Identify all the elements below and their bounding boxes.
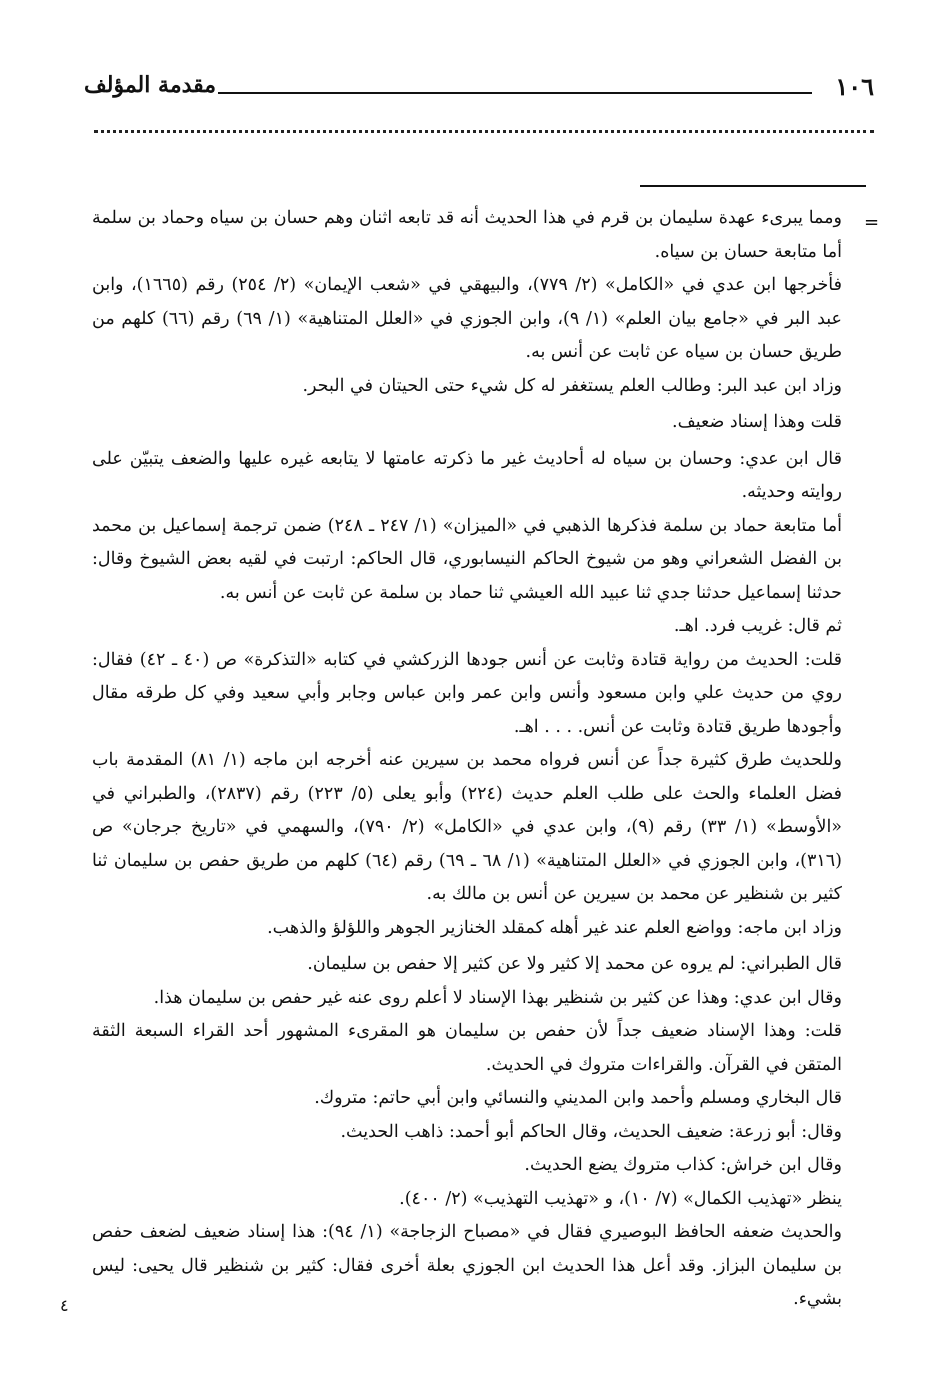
footnote-paragraph: أما متابعة حماد بن سلمة فذكرها الذهبي في «الميزان» (١/ ٢٤٧ ـ ٢٤٨) ضمن ترجمة إسماعيل بن محمد بن الفضل الشعراني وهو من شيوخ الحاكم النيسابوري، قال الحاكم: ارتبت في لقيه بعض الشيوخ وقال: حدثنا إسماعيل حدثنا جدي ثنا عبيد الله العيشي ثنا حماد بن سلمة عن ثابت عن أنس به. [92,515,842,603]
footnote-paragraph: قال ابن عدي: وحسان بن سياه له أحاديث غير ما ذكرته عامتها لا يتابعه غيره عليها والضعف يتبيّن على روايته وحديثه. [92,448,842,502]
footnote-paragraph: قلت: الحديث من رواية قتادة وثابت عن أنس جودها الزركشي في كتابه «التذكرة» ص (٤٠ ـ ٤٢) فقال: روي من حديث علي وابن مسعود وأنس وابن عمر وابن عباس وجابر وأبي سعيد وفي كل طرقه مقال وأجودها طريق قتادة وثابت عن أنس. . . . اهـ. [92,649,842,737]
running-title: مقدمة المؤلف [84,72,217,98]
footnote-paragraph: ثم قال: غريب فرد. اهـ. [673,616,842,636]
header-rule [218,92,812,94]
footnote-paragraph: وقال ابن خراش: كذاب متروك يضع الحديث. [524,1155,842,1175]
footnote-paragraph: وقال ابن عدي: وهذا عن كثير بن شنظير بهذا الإسناد لا أعلم روى عنه غير حفص بن سليمان هذا. [153,987,842,1008]
footnote-paragraph: ينظر «تهذيب الكمال» (٧/ ١٠)، و «تهذيب التهذيب» (٢/ ٤٠٠). [399,1188,842,1209]
footnote-paragraph: قلت وهذا إسناد ضعيف. [672,412,842,432]
footnote-separator [640,185,866,187]
footnote-body [92,202,842,1317]
dotted-separator [94,130,874,133]
footnote-paragraph: وقال: أبو زرعة: ضعيف الحديث، وقال الحاكم أبو أحمد: ذاهب الحديث. [340,1121,842,1142]
footnote-paragraph: قلت: وهذا الإسناد ضعيف جداً لأن حفص بن سليمان هو المقرىء المشهور أحد القراء السبعة الثقة المتقن في القرآن. والقراءات متروك في الحديث. [92,1021,842,1075]
footnote-paragraph: قال البخاري ومسلم وأحمد وابن المديني والنسائي وابن أبي حاتم: متروك. [314,1088,842,1108]
footnote-paragraph: وللحديث طرق كثيرة جداً عن أنس فرواه محمد بن سيرين عنه أخرجه ابن ماجه (١/ ٨١) المقدمة باب فضل العلماء والحث على طلب العلم حديث (٢٢٤) وأبو يعلى (٥/ ٢٢٣) رقم (٢٨٣٧)، والطبراني في «الأوسط» (١/ ٣٣) رقم (٩)، وابن عدي في «الكامل» (٢/ ٧٩٠)، والسهمي في «تاريخ جرجان» ص (٣١٦)، وابن الجوزي في «العلل المتناهية» (١/ ٦٨ ـ ٦٩) رقم (٦٤) كلهم من طريق حفص بن سليمان ثنا كثير بن شنظير عن محمد بن سيرين عن أنس بن مالك به. [92,750,843,904]
page-header [84,72,874,108]
footnote-paragraph: وزاد ابن ماجه: وواضع العلم عند غير أهله كمقلد الخنازير الجوهر واللؤلؤ والذهب. [267,917,842,938]
footnote-paragraph: ومما يبرىء عهدة سليمان بن قرم في هذا الحديث أنه قد تابعه اثنان وهم حسان بن سياه وحماد بن سلمة أما متابعة حسان بن سياه. [92,208,842,262]
footnote-paragraph: فأخرجها ابن عدي في «الكامل» (٢/ ٧٧٩)، والبيهقي في «شعب الإيمان» (٢/ ٢٥٤) رقم (١٦٦٥)، وابن عبد البر في «جامع بيان العلم» (١/ ٩)، وابن الجوزي في «العلل المتناهية» (١/ ٦٩) رقم (٦٦) كلهم من طريق حسان بن سياه عن ثابت عن أنس به. [92,275,842,362]
footnote-paragraph: وزاد ابن عبد البر: وطالب العلم يستغفر له كل شيء حتى الحيتان في البحر. [302,375,842,396]
side-mark: ٤ [60,1296,69,1315]
page-number: ١٠٦ [835,72,874,101]
footnote-paragraph: قال الطبراني: لم يروه عن محمد إلا كثير ولا عن كثير إلا حفص بن سليمان. [307,954,842,974]
continuation-mark: = [864,212,880,233]
footnote-paragraph: والحديث ضعفه الحافظ البوصيري فقال في «مصباح الزجاجة» (١/ ٩٤): هذا إسناد ضعيف لضعف حفص بن سليمان البزاز. وقد أعل هذا الحديث ابن الجوزي بعلة أخرى فقال: كثير بن شنظير قال يحيى: ليس بشيء. [92,1222,842,1309]
